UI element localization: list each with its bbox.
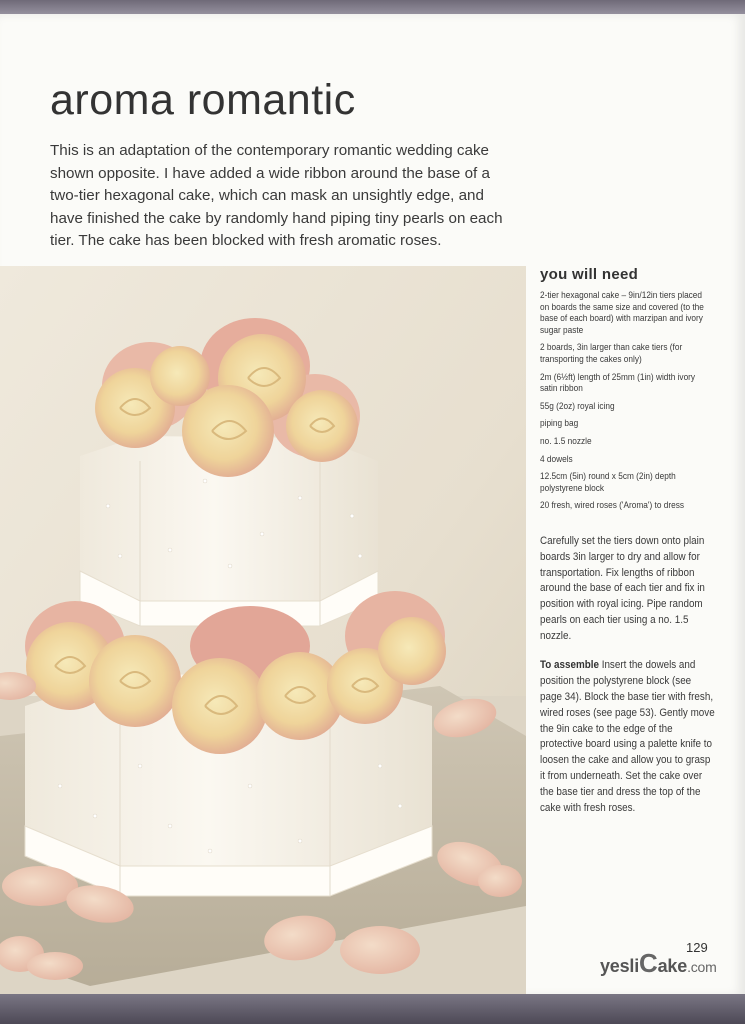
ingredient-item: 2-tier hexagonal cake – 9in/12in tiers placed on boards the same size and covered (to the base of each board) with marzipan and ivory sugar paste (540, 290, 704, 335)
method-paragraph: Carefully set the tiers down onto plain boards 3in larger to dry and allow for transportation. Fix lengths of ribbon around the base of each tier and fix in position with royal icing. Pipe random pearls on each tier using a no. 1.5 nozzle. (540, 534, 705, 642)
ingredient-item: piping bag (540, 418, 579, 429)
assemble-paragraph (540, 658, 715, 816)
ingredient-item: 2m (6½ft) length of 25mm (1in) width ivory satin ribbon (540, 371, 696, 394)
you-will-need-column (540, 266, 715, 816)
ingredients-list (540, 290, 715, 512)
watermark-logo: yesliCake.com (600, 948, 717, 978)
ingredient-item: 55g (2oz) royal icing (540, 400, 615, 411)
scan-bottom-edge (0, 994, 745, 1024)
cake-photo (0, 266, 526, 996)
assemble-text: Insert the dowels and position the polystyrene block (see page 34). Block the base tier with fresh, wired roses (see page 53). Gently move the 9in cake to the edge of the protective board using a palette knife to loosen the cake and allow you to grasp it from underneath. Set the cake over the base tier and dress the top of the cake with fresh roses. (540, 659, 715, 814)
ingredient-item: 12.5cm (5in) round x 5cm (2in) depth polystyrene block (540, 471, 676, 493)
page-number: 129 (686, 940, 708, 955)
you-will-need-heading: you will need (540, 266, 639, 283)
ingredient-item: no. 1.5 nozzle (540, 435, 592, 446)
ingredient-item: 2 boards, 3in larger than cake tiers (for transporting the cakes only) (540, 342, 683, 364)
ingredient-item: 4 dowels (540, 453, 573, 464)
intro-paragraph: This is an adaptation of the contemporary romantic wedding cake shown opposite. I have added a wide ribbon around the base of a two-tier hexagonal cake, which can mask an unsightly edge, and have finished the cake by randomly hand piping tiny pearls on each tier. The cake has been blocked with fresh aromatic roses. (50, 142, 503, 249)
assemble-label: To assemble (540, 659, 599, 672)
ingredient-item: 20 fresh, wired roses ('Aroma') to dress (540, 500, 684, 511)
page-title: aroma romantic (50, 76, 356, 124)
